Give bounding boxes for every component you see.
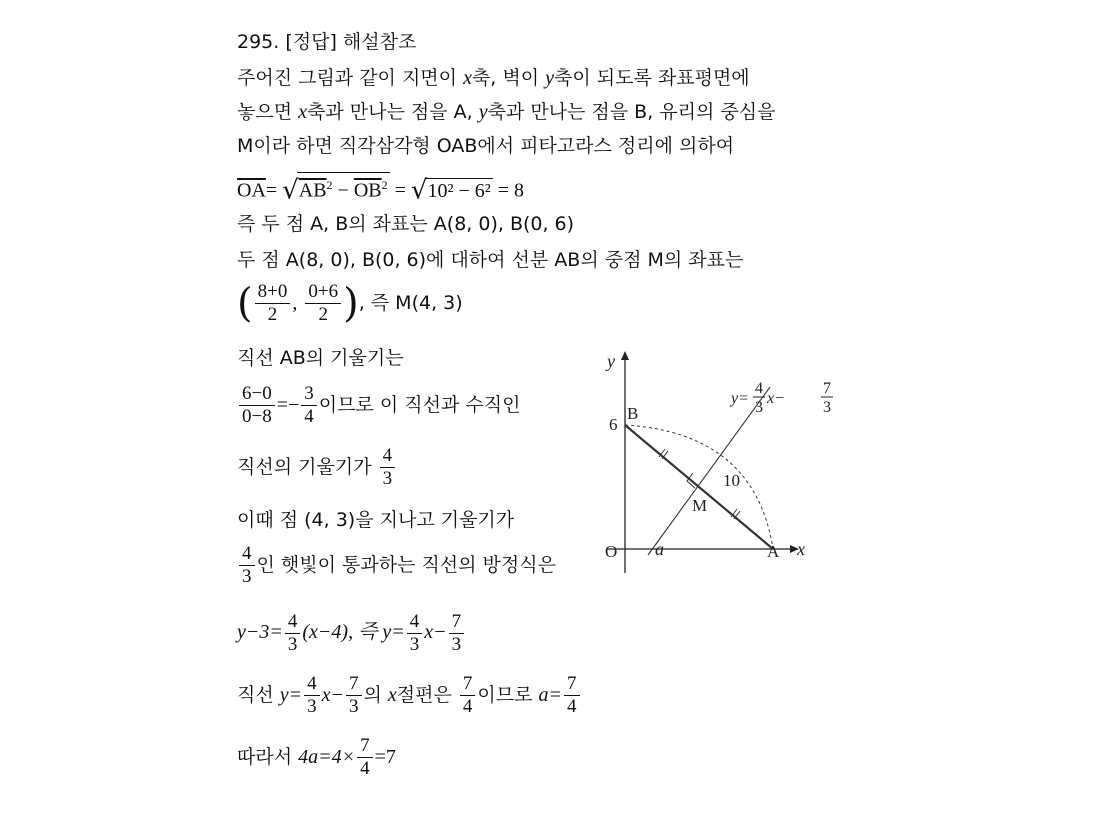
paragraph-line-6: 두 점 A(8, 0), B(0, 6)에 대하여 선분 AB의 중점 M의 좌표는 — [237, 249, 744, 271]
length-10-label: 10 — [723, 471, 740, 490]
point-a-label: A — [767, 542, 780, 561]
svg-text:y=: y= — [731, 390, 749, 407]
svg-text:3: 3 — [755, 399, 763, 416]
perpendicular-slope-line: 직선의 기울기가 $\frac{4}{3}$ — [237, 446, 397, 489]
line-equation-label — [729, 380, 833, 416]
paragraph-line-2: 놓으면 x축과 만나는 점을 A, y축과 만나는 점을 B, 유리의 중심을 — [237, 101, 776, 123]
origin-label: O — [605, 542, 618, 561]
svg-text:3: 3 — [823, 399, 831, 416]
coordinate-figure — [585, 345, 845, 580]
y-axis-label: y — [607, 351, 615, 371]
point-b-label: B — [627, 404, 639, 423]
slope-equation: $\frac{6-0}{0-8}$ =− $\frac{3}{4}$ 이므로 이 직선과 수직인 — [237, 384, 520, 427]
x-intercept-line: 직선 y= $\frac{4}{3}$ x− $\frac{7}{3}$ 의 x절편은 $\frac{7}{4}$ 이므로 a= $\frac{7}{4}$ — [237, 674, 582, 717]
intercept-a-label: a — [655, 539, 664, 559]
paragraph-line-1: 주어진 그림과 같이 지면이 x축, 벽이 y축이 되도록 좌표평면에 — [237, 67, 750, 89]
final-answer-line: 따라서 4a=4× $\frac{7}{4}$ =7 — [237, 735, 396, 779]
paragraph-line-3: M이라 하면 직각삼각형 OAB에서 피타고라스 정리에 의하여 — [237, 135, 735, 157]
pythagoras-equation: $\overline{OA}= √AB^2 - \overline{OB}^2 = √10^2 - 6^2 = 8$ — [237, 172, 524, 203]
point-m-label: M — [692, 496, 708, 515]
paragraph-line-11: 이때 점 (4, 3)을 지나고 기울기가 — [237, 509, 515, 531]
svg-text:x−: x− — [767, 390, 785, 407]
svg-text:4: 4 — [755, 380, 763, 397]
midpoint-equation: ( $\frac{8+0}{2}$ , $\frac{0+6}{2}$ ), 즉 M(4, 3) — [237, 280, 463, 327]
tick-6-label: 6 — [609, 415, 618, 434]
svg-text:7: 7 — [823, 380, 831, 397]
paragraph-line-5: 즉 두 점 A, B의 좌표는 A(8, 0), B(0, 6) — [237, 213, 575, 235]
sunlight-line-text: $\frac{4}{3}$ 인 햇빛이 통과하는 직선의 방정식은 — [237, 544, 556, 587]
y-axis-arrow — [621, 351, 629, 360]
x-axis-label: x — [797, 539, 805, 559]
answer-header: 295. [정답] 해설참조 — [237, 31, 417, 53]
line-equation: y−3= $\frac{4}{3}$ (x−4), 즉 y= $\frac{4}{3}$ x− $\frac{7}{3}$ — [237, 612, 466, 655]
paragraph-line-8: 직선 AB의 기울기는 — [237, 347, 404, 369]
